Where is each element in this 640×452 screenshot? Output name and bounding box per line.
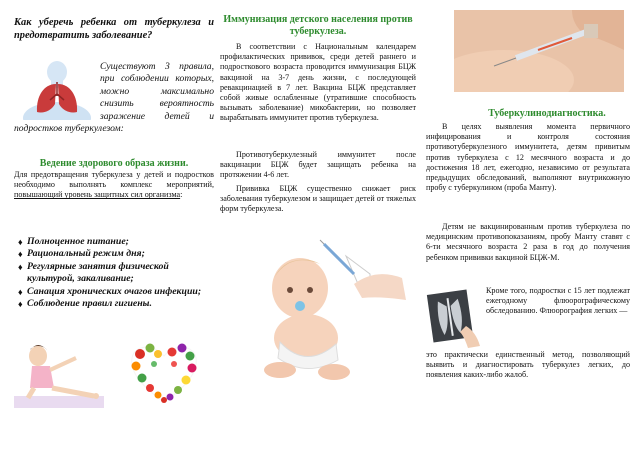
tuberculin-paragraph-3-rest: это практически единственный метод, позволяющий выявить и диагностировать туберкулез легких, до появления каких-либо жалоб. bbox=[426, 350, 630, 380]
tuberculin-paragraph-3-wrap: Кроме того, подростки с 15 лет подлежат ежегодному флюорографическому обследованию. Флюорография легких — bbox=[486, 286, 630, 316]
list-item: ♦ Соблюдение правил гигиены. bbox=[18, 298, 214, 310]
xray-image bbox=[426, 286, 482, 350]
column-tuberculin-diagnostics bbox=[426, 0, 630, 452]
healthy-lifestyle-subheading: Ведение здорового образа жизни. bbox=[39, 158, 189, 169]
list-item: ♦ Санация хронических очагов инфекции; bbox=[18, 286, 214, 298]
lungs-image-spacer bbox=[14, 61, 100, 121]
immunization-title: Иммунизация детского населения против туберкулеза. bbox=[223, 14, 413, 37]
prevention-body-underlined: повышающий уровень защитных сил организма bbox=[14, 190, 181, 200]
prevention-list bbox=[18, 236, 214, 310]
prevention-body-end: : bbox=[180, 190, 183, 200]
fruit-heart-image bbox=[128, 340, 200, 406]
baby-vaccination-image bbox=[250, 238, 410, 384]
exercising-child-image bbox=[14, 338, 104, 408]
tuberculin-paragraph-1: В целях выявления момента первичного инфицирования и контроля состояния противотуберкулезного иммунитета, детям привитым против туберкулеза с 12 месячного возраста и до достижения 18 лет, ежегодно, независимо от результата предыдущих обследований, выполняют внутрикожную пробу с туберкулином (проба Манту). bbox=[426, 122, 630, 193]
column-immunization bbox=[220, 0, 416, 452]
injection-photo bbox=[454, 10, 624, 92]
list-item: ♦ Регулярные занятия физической культурой, закаливание; bbox=[18, 261, 214, 286]
immunization-paragraph-2: Противотуберкулезный иммунитет после вакцинации БЦЖ будет защищать ребенка на протяжении 4-6 лет. bbox=[220, 150, 416, 180]
column-prevention bbox=[14, 0, 214, 452]
prevention-heading: Как уберечь ребенка от туберкулеза и предотвратить заболевание? bbox=[14, 17, 214, 41]
list-item: ♦ Полноценное питание; bbox=[18, 236, 214, 248]
prevention-body bbox=[14, 170, 214, 201]
prevention-intro: Существуют 3 правила, при соблюдении которых, можно максимально снизить вероятность заражение детей и подростков туберкулезом: bbox=[14, 61, 214, 135]
tuberculin-title: Туберкулинодиагностика. bbox=[488, 108, 606, 119]
immunization-paragraph-1: В соответствии с Национальным календарем профилактических прививок, среди детей раннего и подросткового возраста проводится иммунизация БЦЖ вакциной на 3-7 день жизни, с последующей ревакцинацией в 7 лет. Вакцина БЦЖ представляет собой живые ослабленные (утратившие способность вызывать заболевание) микобактерии, но позволяет вырабатывать иммунитет против туберкулеза. bbox=[220, 42, 416, 123]
list-item: ♦ Рациональный режим дня; bbox=[18, 248, 214, 260]
tuberculin-paragraph-2: Детям не вакцинированным против туберкулеза по медицинским противопоказаниям, пробу Манту ставят с 6-ти месячного возраста 2 раза в год до получения ребенком прививки вакциной БЦЖ-М. bbox=[426, 222, 630, 262]
immunization-paragraph-3: Прививка БЦЖ существенно снижает риск заболевания туберкулезом и защищает детей от тяжелых форм туберкулеза. bbox=[220, 184, 416, 214]
prevention-body-lead: Для предотвращения туберкулеза у детей и подростков необходимо выполнять комплекс мероприятий, bbox=[14, 170, 214, 190]
